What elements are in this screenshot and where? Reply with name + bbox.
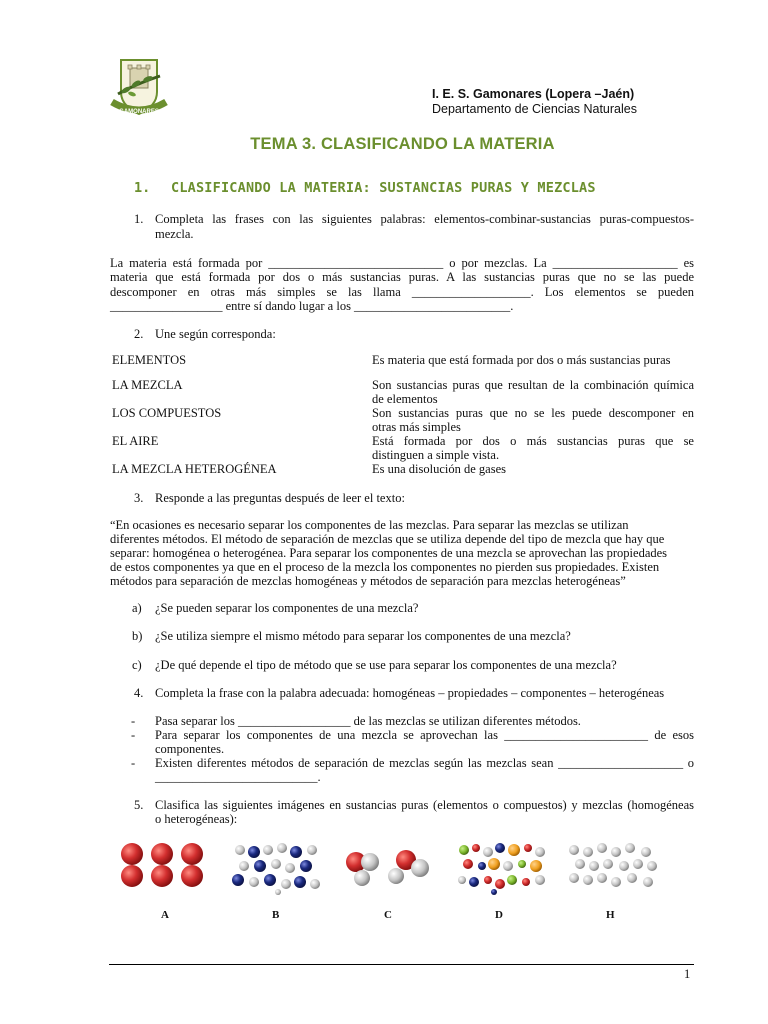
page-number: 1: [684, 967, 691, 981]
bullet-dash-2: -: [131, 728, 136, 742]
match-right-3-line-2: otras más simples: [372, 420, 461, 434]
image-h-grey-atoms: [566, 842, 660, 894]
image-label-a: A: [161, 909, 169, 921]
q4-text: Completa la frase con la palabra adecuada: homogéneas – propiedades – componentes – heterogéneas: [155, 686, 665, 700]
match-right-3-line-1: Son sustancias puras que no se les puede descomponer en: [372, 406, 694, 420]
question-a-text: ¿Se pueden separar los componentes de una mezcla?: [155, 601, 419, 615]
match-left-3: LOS COMPUESTOS: [112, 406, 222, 420]
bullet-dash-1: -: [131, 714, 136, 728]
bullet-3-line-2: __________________________.: [155, 770, 321, 784]
logo-text: GAMONARES: [119, 109, 159, 115]
bullet-2-line-1: Para separar los componentes de una mezcla se aprovechan las _______________________ de esos: [155, 728, 694, 742]
q1-line-2: mezcla.: [155, 227, 194, 241]
quote-line-5: métodos para separación de mezclas homogéneas y métodos de separación para mezclas heterogéneas”: [110, 574, 626, 588]
image-c-compound-molecules: [344, 848, 434, 890]
q2-number: 2.: [134, 327, 144, 341]
match-left-5: LA MEZCLA HETEROGÉNEA: [112, 462, 277, 476]
bullet-2-line-2: componentes.: [155, 742, 225, 756]
quote-line-2: diferentes métodos. El método de separación de mezclas que se utiliza depende del tipo de mezcla que hay que: [110, 532, 665, 546]
quote-line-1: “En ocasiones es necesario separar los componentes de las mezclas. Para separar las mezclas se utilizan: [110, 518, 629, 532]
q5-number: 5.: [134, 798, 144, 812]
q5-line-2: o heterogéneas):: [155, 812, 238, 826]
bullet-1: Pasa separar los __________________ de las mezclas se utilizan diferentes métodos.: [155, 714, 581, 728]
match-left-2: LA MEZCLA: [112, 378, 183, 392]
section-title: CLASIFICANDO LA MATERIA: SUSTANCIAS PURAS Y MEZCLAS: [171, 180, 596, 196]
image-d-heterogeneous-mix: [454, 840, 548, 896]
match-right-2-line-2: de elementos: [372, 392, 438, 406]
match-left-4: EL AIRE: [112, 434, 159, 448]
match-right-4-line-1: Está formada por dos o más sustancias puras que se: [372, 434, 694, 448]
page-title: TEMA 3. CLASIFICANDO LA MATERIA: [250, 135, 555, 153]
q1-paragraph-line-1: La materia está formada por ____________________________ o por mezclas. La ____________________ es: [110, 256, 694, 270]
image-label-d: D: [495, 909, 503, 921]
q4-number: 4.: [134, 686, 144, 700]
question-a-letter: a): [132, 601, 142, 615]
q3-text: Responde a las preguntas después de leer el texto:: [155, 491, 405, 505]
image-b-mixed-atoms: [230, 842, 322, 896]
quote-line-3: separar: homogénea o heterogénea. Para separar los componentes de una mezcla se aprovechan las propiedades: [110, 546, 668, 560]
bullet-3-line-1: Existen diferentes métodos de separación de mezclas según las mezclas sean ____________________ o: [155, 756, 694, 770]
q1-paragraph-line-3: descomponer en otras más simples se las llama ___________________. Los elementos se pueden: [110, 285, 694, 299]
match-right-1: Es materia que está formada por dos o más sustancias puras: [372, 353, 671, 367]
q3-number: 3.: [134, 491, 144, 505]
bullet-dash-3: -: [131, 756, 136, 770]
quote-line-4: de estos componentes ya que en el proceso de la mezcla los componentes no pierden sus propiedades. Existen: [110, 560, 660, 574]
q1-paragraph-line-4: __________________ entre sí dando lugar a los _________________________.: [110, 299, 514, 313]
section-number: 1.: [134, 180, 151, 196]
q2-text: Une según corresponda:: [155, 327, 276, 341]
match-right-5: Es una disolución de gases: [372, 462, 507, 476]
image-label-c: C: [384, 909, 392, 921]
image-label-b: B: [272, 909, 280, 921]
image-a-red-diatomic-molecules: [118, 840, 208, 896]
footer-divider: [109, 964, 694, 965]
question-b-text: ¿Se utiliza siempre el mismo método para separar los componentes de una mezcla?: [155, 629, 571, 643]
department-name: Departamento de Ciencias Naturales: [432, 102, 637, 116]
match-left-1: ELEMENTOS: [112, 353, 187, 367]
q1-number: 1.: [134, 212, 144, 226]
question-c-letter: c): [132, 658, 142, 672]
match-right-4-line-2: distinguen a simple vista.: [372, 448, 500, 462]
q5-line-1: Clasifica las siguientes imágenes en sustancias puras (elementos o compuestos) y mezclas (homogéneas: [155, 798, 694, 812]
school-name: I. E. S. Gamonares (Lopera –Jaén): [432, 87, 635, 101]
school-logo: [106, 54, 172, 120]
match-right-2-line-1: Son sustancias puras que resultan de la combinación química: [372, 378, 694, 392]
q1-paragraph-line-2: materia que está formada por dos o más sustancias puras. A las sustancias puras que no se las puede: [110, 270, 694, 284]
image-label-h: H: [606, 909, 615, 921]
q1-line-1: Completa las frases con las siguientes palabras: elementos-combinar-sustancias puras-compuestos-: [155, 212, 694, 226]
question-c-text: ¿De qué depende el tipo de método que se use para separar los componentes de una mezcla?: [155, 658, 617, 672]
question-b-letter: b): [132, 629, 143, 643]
